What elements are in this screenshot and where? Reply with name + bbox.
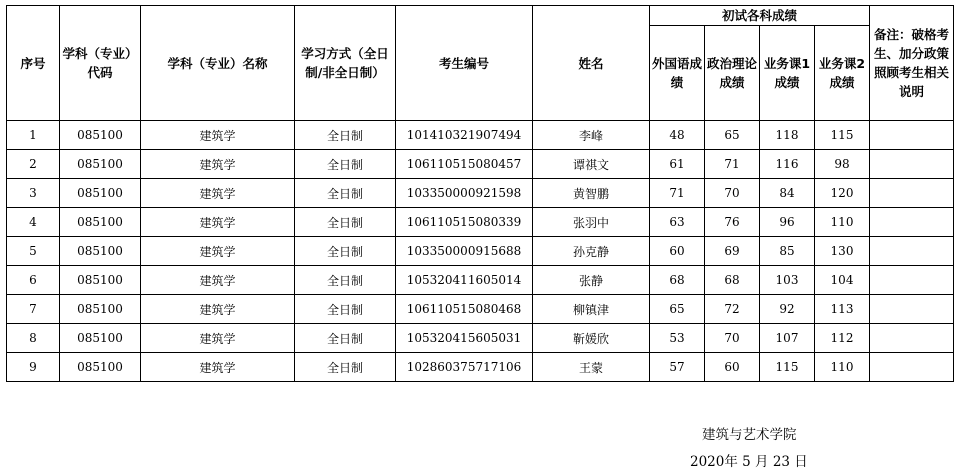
cell-foreign-lang: 63: [650, 208, 705, 237]
cell-exam-id: 106110515080468: [396, 295, 533, 324]
cell-politics: 71: [705, 150, 760, 179]
footer-school: 建筑与艺术学院: [702, 427, 797, 443]
cell-subject-code: 085100: [60, 324, 141, 353]
cell-remark: [870, 324, 954, 353]
cell-exam-id: 105320415605031: [396, 324, 533, 353]
cell-politics: 70: [705, 324, 760, 353]
cell-course1: 84: [760, 179, 815, 208]
cell-seq: 3: [7, 179, 60, 208]
cell-seq: 4: [7, 208, 60, 237]
cell-course1: 118: [760, 121, 815, 150]
cell-exam-id: 105320411605014: [396, 266, 533, 295]
cell-remark: [870, 121, 954, 150]
cell-foreign-lang: 71: [650, 179, 705, 208]
cell-foreign-lang: 68: [650, 266, 705, 295]
header-prelim-group: 初试各科成绩: [650, 6, 870, 26]
cell-subject-name: 建筑学: [141, 324, 295, 353]
cell-politics: 76: [705, 208, 760, 237]
cell-study-mode: 全日制: [295, 150, 396, 179]
cell-foreign-lang: 65: [650, 295, 705, 324]
table-row: [7, 295, 954, 324]
cell-course2: 130: [815, 237, 870, 266]
cell-remark: [870, 353, 954, 382]
cell-subject-code: 085100: [60, 237, 141, 266]
cell-subject-code: 085100: [60, 208, 141, 237]
header-foreign-lang: 外国语成绩: [650, 26, 705, 121]
table-row: [7, 237, 954, 266]
cell-exam-id: 103350000921598: [396, 179, 533, 208]
cell-foreign-lang: 60: [650, 237, 705, 266]
table-row: [7, 150, 954, 179]
cell-subject-code: 085100: [60, 179, 141, 208]
cell-study-mode: 全日制: [295, 353, 396, 382]
cell-subject-name: 建筑学: [141, 150, 295, 179]
cell-subject-name: 建筑学: [141, 121, 295, 150]
cell-course2: 98: [815, 150, 870, 179]
cell-exam-id: 103350000915688: [396, 237, 533, 266]
cell-course1: 107: [760, 324, 815, 353]
cell-foreign-lang: 53: [650, 324, 705, 353]
cell-course1: 85: [760, 237, 815, 266]
table-row: [7, 324, 954, 353]
cell-politics: 70: [705, 179, 760, 208]
cell-seq: 2: [7, 150, 60, 179]
header-politics: 政治理论成绩: [705, 26, 760, 121]
cell-name: 李峰: [533, 121, 650, 150]
cell-course2: 113: [815, 295, 870, 324]
cell-course2: 110: [815, 353, 870, 382]
cell-subject-name: 建筑学: [141, 179, 295, 208]
table-row: [7, 121, 954, 150]
cell-remark: [870, 237, 954, 266]
cell-foreign-lang: 57: [650, 353, 705, 382]
table-row: [7, 208, 954, 237]
cell-subject-code: 085100: [60, 121, 141, 150]
cell-politics: 60: [705, 353, 760, 382]
header-course1: 业务课1成绩: [760, 26, 815, 121]
header-seq: 序号: [7, 6, 60, 121]
cell-subject-name: 建筑学: [141, 353, 295, 382]
cell-study-mode: 全日制: [295, 324, 396, 353]
header-exam-id: 考生编号: [396, 6, 533, 121]
cell-remark: [870, 295, 954, 324]
cell-course2: 120: [815, 179, 870, 208]
cell-course2: 104: [815, 266, 870, 295]
header-subject-name: 学科（专业）名称: [141, 6, 295, 121]
cell-name: 谭祺文: [533, 150, 650, 179]
cell-course1: 115: [760, 353, 815, 382]
cell-remark: [870, 179, 954, 208]
cell-politics: 72: [705, 295, 760, 324]
cell-study-mode: 全日制: [295, 266, 396, 295]
cell-politics: 69: [705, 237, 760, 266]
cell-name: 张羽中: [533, 208, 650, 237]
cell-subject-name: 建筑学: [141, 208, 295, 237]
cell-name: 张静: [533, 266, 650, 295]
footer-date: 2020年 5 月 23 日: [690, 454, 808, 470]
cell-name: 柳镇津: [533, 295, 650, 324]
table-row: [7, 353, 954, 382]
cell-subject-code: 085100: [60, 353, 141, 382]
cell-course1: 116: [760, 150, 815, 179]
cell-name: 孙克静: [533, 237, 650, 266]
cell-name: 王蒙: [533, 353, 650, 382]
cell-seq: 9: [7, 353, 60, 382]
cell-seq: 8: [7, 324, 60, 353]
cell-subject-name: 建筑学: [141, 266, 295, 295]
cell-exam-id: 106110515080339: [396, 208, 533, 237]
header-remark: 备注：破格考生、加分政策照顾考生相关说明: [870, 6, 954, 121]
cell-seq: 7: [7, 295, 60, 324]
cell-subject-name: 建筑学: [141, 295, 295, 324]
cell-study-mode: 全日制: [295, 208, 396, 237]
cell-remark: [870, 208, 954, 237]
cell-politics: 68: [705, 266, 760, 295]
cell-course2: 112: [815, 324, 870, 353]
cell-foreign-lang: 48: [650, 121, 705, 150]
cell-remark: [870, 150, 954, 179]
cell-subject-code: 085100: [60, 295, 141, 324]
cell-foreign-lang: 61: [650, 150, 705, 179]
cell-seq: 1: [7, 121, 60, 150]
cell-study-mode: 全日制: [295, 179, 396, 208]
table-row: [7, 266, 954, 295]
cell-course2: 115: [815, 121, 870, 150]
cell-name: 靳媛欣: [533, 324, 650, 353]
table-row: [7, 179, 954, 208]
cell-subject-code: 085100: [60, 266, 141, 295]
cell-course1: 92: [760, 295, 815, 324]
cell-course1: 103: [760, 266, 815, 295]
cell-subject-name: 建筑学: [141, 237, 295, 266]
cell-course2: 110: [815, 208, 870, 237]
cell-subject-code: 085100: [60, 150, 141, 179]
cell-study-mode: 全日制: [295, 295, 396, 324]
cell-politics: 65: [705, 121, 760, 150]
cell-exam-id: 102860375717106: [396, 353, 533, 382]
header-course2: 业务课2成绩: [815, 26, 870, 121]
cell-seq: 5: [7, 237, 60, 266]
cell-study-mode: 全日制: [295, 237, 396, 266]
header-subject-code: 学科（专业）代码: [60, 6, 141, 121]
header-name: 姓名: [533, 6, 650, 121]
header-study-mode: 学习方式（全日制/非全日制）: [295, 6, 396, 121]
cell-seq: 6: [7, 266, 60, 295]
cell-course1: 96: [760, 208, 815, 237]
cell-study-mode: 全日制: [295, 121, 396, 150]
cell-exam-id: 106110515080457: [396, 150, 533, 179]
cell-remark: [870, 266, 954, 295]
score-table: [6, 5, 954, 382]
cell-exam-id: 101410321907494: [396, 121, 533, 150]
cell-name: 黄智鹏: [533, 179, 650, 208]
